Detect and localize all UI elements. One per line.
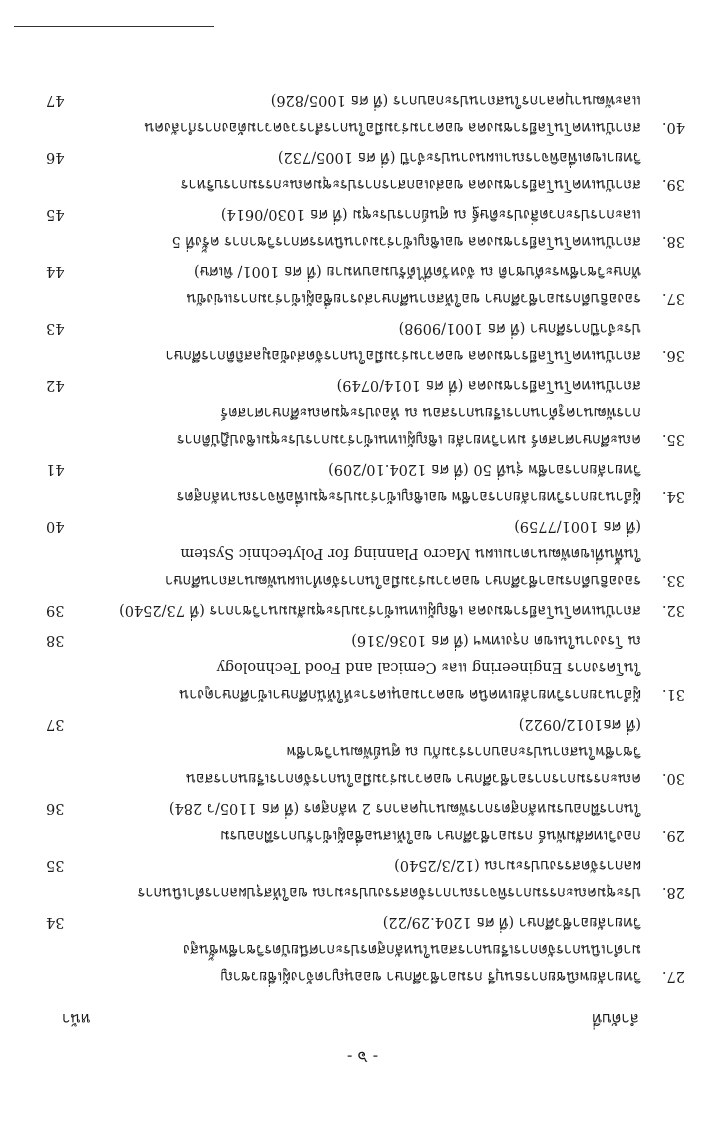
page-number: - ๖ - [346,1048,379,1067]
entry-text-line: คณะกรรมการการอาชีวศึกษา ขอความร่วมมือในการจัดการเรียนการสอน [186,770,641,786]
entry-number: 30. [661,770,685,786]
entry-text-line: ประชุมคณะกรรมการพิจารณาการจัดสรรงบประมาณ ขอให้สรุปผลการดำเนินการ [137,884,641,900]
entry-text-line: สถาบันเทคโนโลยีราชมงคล ขอเชิญเข้าร่วมงานนิทรรศการวิชาการ ครั้งที่ 5 [171,233,641,249]
list-item [40,200,685,254]
entry-number: 33. [661,572,685,588]
entry-number: 37. [661,290,685,306]
entry-number: 29. [661,827,685,843]
entry-page-number: 44 [46,263,65,279]
entry-text-line: สถาบันเทคโนโลยีราชมงคล (ที่ ศธ 1014/0749) [336,377,641,393]
entry-number: 34. [661,488,685,504]
column-header-page: หน้า [62,1010,91,1028]
list-item [40,851,685,905]
entry-text-line: สถาบันเทคโนโลยีราชมงคล ขอความร่วมมือในการสำรวจความต้องการกำลังคน [144,119,641,135]
list-item [40,794,685,848]
entry-text-line: วิชาชีพในสถานประกอบการร่วมกับ ณ ศูนย์พัฒนาวิชาชีพ [286,743,641,759]
entry-number: 40. [661,119,685,135]
list-item [40,143,685,197]
bottom-rule-line [14,26,214,27]
entry-number: 32. [661,602,685,618]
entry-number: 28. [661,884,685,900]
entry-text-line: การพัฒนาครูด้านการเรียนการสอน ณ ห้องประชุมคณะศึกษาศาสตร์ [220,404,641,420]
entry-text-line: (ที่ ศธ 1001/7759) [514,518,641,534]
entry-text-line: ณ โรงงานในเขต กรุงเทพฯ (ที่ ศธ 1036/316) [351,632,641,648]
list-item [40,512,685,593]
entry-page-number: 34 [46,914,65,930]
entry-text-line: รองอธิบดีกรมอาชีวศึกษา ขอความร่วมมือในการจัดทำแผนพัฒนาสถานศึกษา [164,572,641,588]
entry-number: 27. [661,968,685,984]
entry-page-number: 37 [46,716,65,732]
entry-page-number: 45 [46,206,65,222]
entry-text-line: วิทยาลัยการอาชีพ รุ่นที่ 50 (ที่ ศธ 1204.10/209) [328,461,641,477]
entry-page-number: 35 [46,857,65,873]
list-item [40,257,685,311]
entry-page-number: 36 [46,800,65,816]
entry-page-number: 40 [46,518,65,534]
entry-text-line: และพัฒนาบุคลากรในสถานประกอบการ (ที่ ศธ 1005/826) [270,92,641,108]
table-of-contents-list [40,83,685,989]
entry-page-number: 38 [46,632,65,648]
column-header-order: ลำดับที่ [592,1010,639,1028]
list-item [40,908,685,989]
entry-text-line: ในพื้นที่เขตพัฒนาตามแผน Macro Planning for Polytechnic System [180,545,641,561]
entry-text-line: วิทยาลัยพณิชยการธนบุรี กรมอาชีวศึกษา ขออนุญาตจ้างผู้เชี่ยวชาญ [220,968,641,984]
entry-text-line: ผลการจัดสรรงบประมาณ (12/3/2540) [394,857,641,873]
entry-text-line: วิทยาเขตเพื่อพิจารณาแผนงานประจำปี (ที่ ศธ 1005/732) [277,149,641,165]
entry-text-line: รองอธิบดีกรมอาชีวศึกษา ขอให้สถานศึกษาส่งรายชื่อผู้เข้าร่วมการแข่งขัน [186,290,641,306]
entry-text-line: กองวิเทศสัมพันธ์ กรมอาชีวศึกษา ขอให้เสนอชื่อผู้เข้ารับการฝึกอบรม [220,827,641,843]
entry-page-number: 43 [46,320,65,336]
entry-text-line: วิทยาลัยอาชีวศึกษา (ที่ ศธ 1204.29/22) [382,914,641,930]
list-item [40,371,685,452]
entry-text-line: คณะศึกษาศาสตร์ มหาวิทยาลัย เชิญผู้แทนเข้าร่วมการประชุมเชิงปฏิบัติการ [176,431,641,447]
entry-text-line: ผู้อำนวยการวิทยาลัยเทคนิค ขอความอนุเคราะห์ให้นักศึกษาเข้าศึกษาดูงาน [179,686,641,702]
list-item [40,626,685,707]
entry-text-line: ประจำปีการศึกษา (ที่ ศธ 1001/9098) [398,320,641,336]
entry-page-number: 39 [46,602,65,618]
entry-text-line: (ที่ ศธ1012/0922) [518,716,641,732]
list-item [40,596,685,623]
entry-text-line: ทักษะวิชาชีพระดับชาติ ณ จังหวัดที่ได้รับมอบหมาย (ที่ ศธ 1001/ พิเศษ) [193,263,641,279]
list-item [40,710,685,791]
entry-text-line: สถาบันเทคโนโลยีราชมงคล ขอส่งเอกสารการประชุมคณะกรรมการบริหาร [180,176,641,192]
entry-text-line: ผู้อำนวยการวิทยาลัยการอาชีพ ขอเชิญเข้าร่วมประชุมเพื่อพิจารณาหลักสูตร [176,488,641,504]
entry-text-line: สถาบันเทคโนโลยีราชมงคล ขอความร่วมมือในการจัดส่งข้อมูลสถิติการศึกษา [165,347,641,363]
entry-page-number: 42 [46,377,65,393]
list-item [40,455,685,509]
entry-page-number: 47 [46,92,65,108]
entry-text-line: ในโครงการ Engineering และ Cemical and Food Technology [216,659,641,675]
entry-number: 35. [661,431,685,447]
entry-number: 36. [661,347,685,363]
entry-page-number: 41 [46,461,65,477]
entry-number: 39. [661,176,685,192]
entry-number: 31. [661,686,685,702]
entry-text-line: และการประกวดสิ่งประดิษฐ์ ณ ศูนย์การประชุม (ที่ ศธ 1030/0614) [220,206,641,222]
entry-number: 38. [661,233,685,249]
entry-text-line: มาดำเนินการจัดการเรียนการสอนในหลักสูตรประกาศนียบัตรวิชาชีพชั้นสูง [183,941,641,957]
list-item [40,314,685,368]
entry-page-number: 46 [46,149,65,165]
entry-text-line: สถาบันเทคโนโลยีราชมงคล เชิญผู้แทนเข้าร่วมประชุมสัมมนาวิชาการ (ที่ 73/2540) [119,602,641,618]
entry-text-line: ในการฝึกอบรมหลักสูตรการพัฒนาบุคลากร 2 หลักสูตร (ที่ ศธ 1105/ว 284) [168,800,641,816]
list-item [40,86,685,140]
